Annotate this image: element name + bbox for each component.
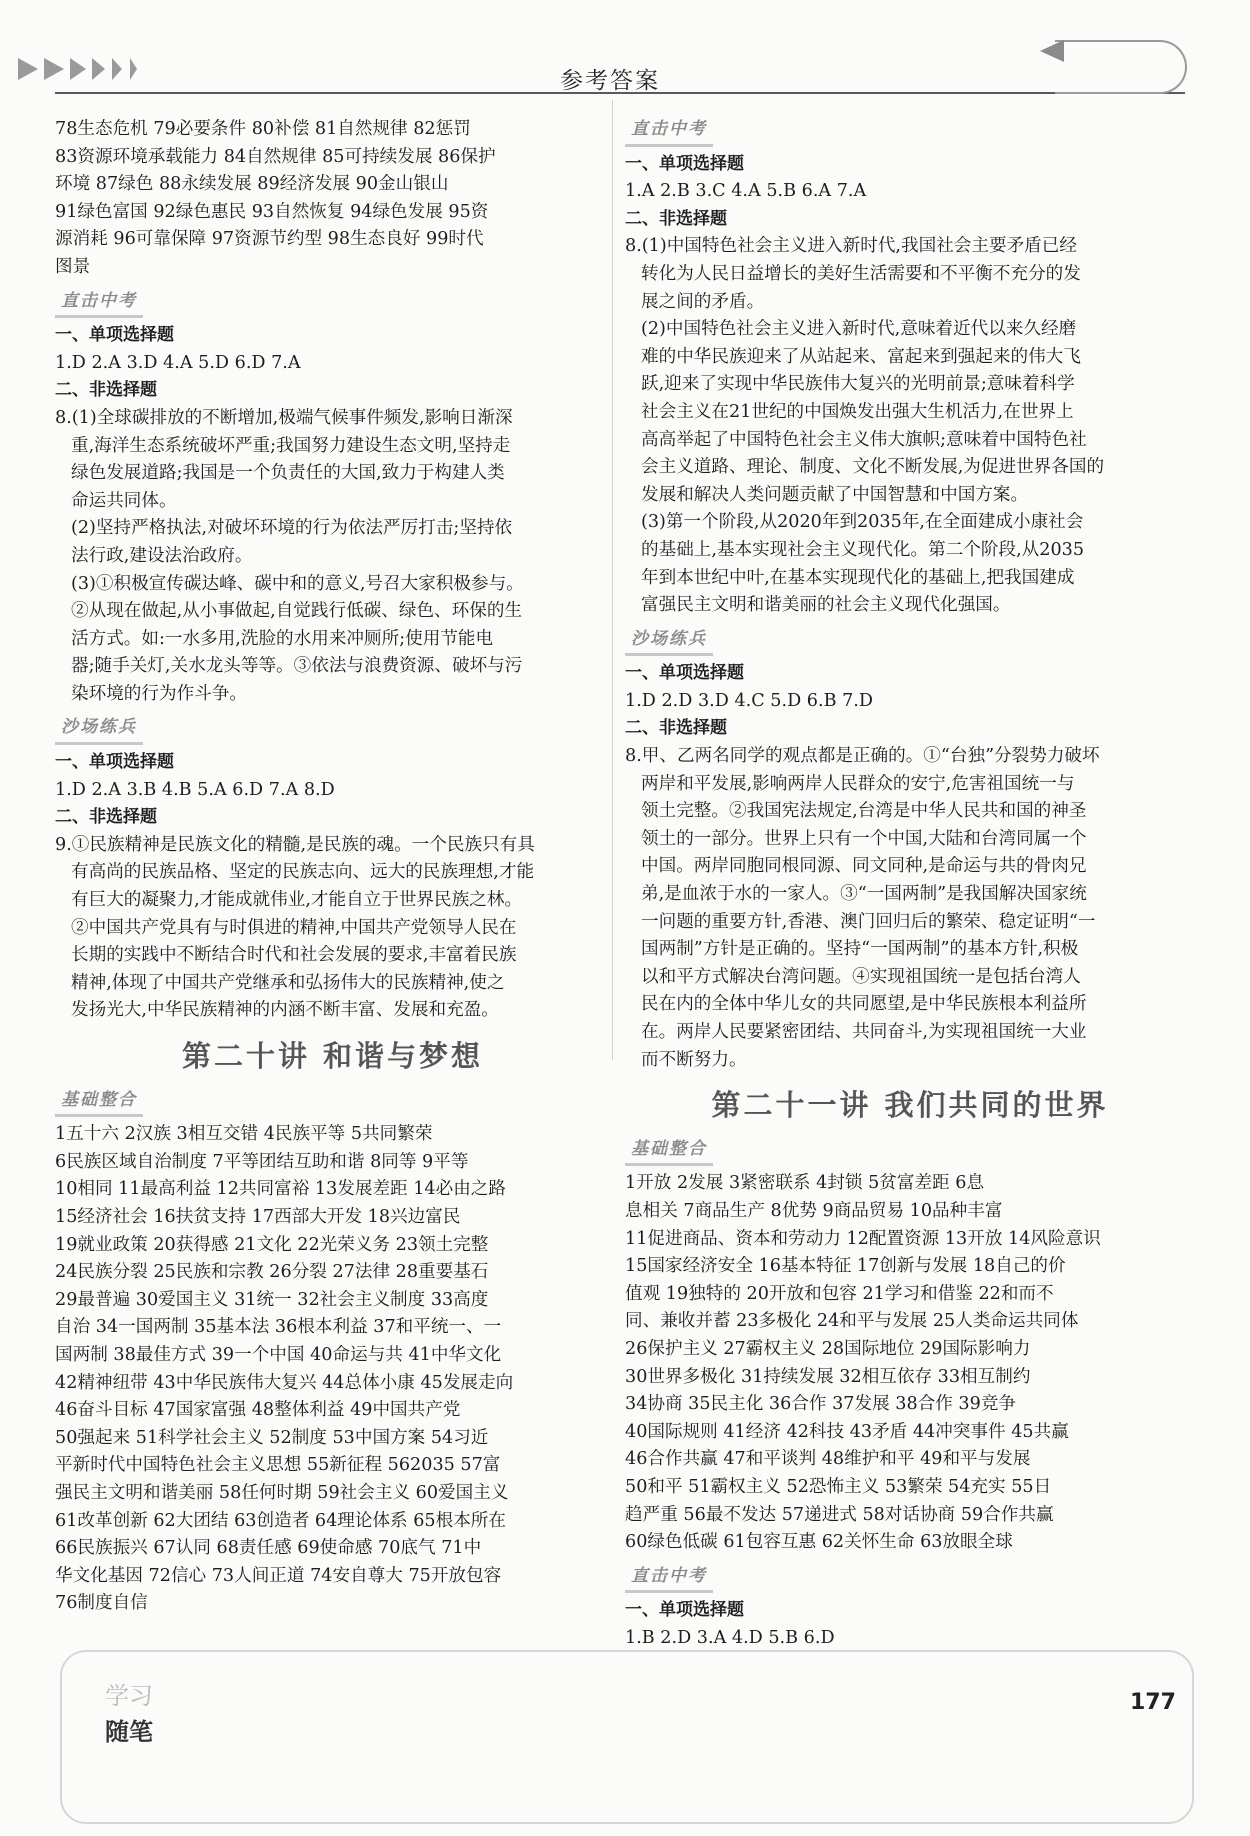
text-line: 华文化基因 72信心 73人间正道 74安自尊大 75开放包容 [55,1565,502,1586]
text-line: 难的中华民族迎来了从站起来、富起来到强起来的伟大飞 [641,346,1081,367]
section-badge: 直击中考 [625,116,713,147]
text-line: 法行政,建设法治政府。 [71,545,253,566]
page-title: 参考答案 [560,68,660,94]
text-line: 社会主义在21世纪的中国焕发出强大生机活力,在世界上 [641,401,1074,422]
section-heading: 一、单项选择题 [625,153,744,174]
text-line: 富强民主文明和谐美丽的社会主义现代化强国。 [641,595,1011,616]
text-line: 29最普遍 30爱国主义 31统一 32社会主义制度 33高度 [55,1289,489,1310]
text-line: 国两制”方针是正确的。坚持“一国两制”的基本方针,积极 [641,939,1079,960]
section-badge: 沙场练兵 [625,626,713,657]
arrow-icon [112,58,122,80]
text-line: 值观 19独特的 20开放和包容 21学习和借鉴 22和而不 [625,1283,1054,1304]
text-line: 高高举起了中国特色社会主义伟大旗帜;意味着中国特色社 [641,429,1087,450]
text-line: 展之间的矛盾。 [641,291,765,312]
notes-label-xue: 学习 [105,1682,153,1710]
text-line: (2)中国特色社会主义进入新时代,意味着近代以来久经磨 [641,319,1077,340]
text-line: 趋严重 56最不发达 57递进式 58对话协商 59合作共赢 [625,1504,1054,1525]
text-line: 1开放 2发展 3紧密联系 4封锁 5贫富差距 6息 [625,1173,985,1194]
text-line: 11促进商品、资本和劳动力 12配置资源 13开放 14风险意识 [625,1228,1101,1249]
text-line: 精神,体现了中国共产党继承和弘扬伟大的民族精神,使之 [71,972,505,993]
section-heading: 一、单项选择题 [625,1600,744,1621]
text-line: 30世界多极化 31持续发展 32相互依存 33相互制约 [625,1366,1031,1387]
text-line: 转化为人民日益增长的美好生活需要和不平衡不充分的发 [641,263,1081,284]
section-heading: 一、单项选择题 [55,325,174,346]
text-line: 78生态危机 79必要条件 80补偿 81自然规律 82惩罚 [55,119,471,139]
arrow-icon [18,58,38,80]
text-line: 领土完整。②我国宪法规定,台湾是中华人民共和国的神圣 [641,801,1087,822]
text-line: 46奋斗目标 47国家富强 48整体利益 49中国共产党 [55,1400,461,1421]
header-divider [55,92,1185,94]
section-badge: 直击中考 [625,1563,713,1594]
text-line: 染环境的行为作斗争。 [71,683,247,704]
text-line: 源消耗 96可靠保障 97资源节约型 98生态良好 99时代 [55,229,484,250]
arrow-icon [44,58,64,80]
text-line: 8.(1)中国特色社会主义进入新时代,我国社会主要矛盾已经 [625,236,1077,257]
lecture-title: 第二十讲 和谐与梦想 [181,1039,484,1073]
answer-line: 1.D 2.A 3.B 4.B 5.A 6.D 7.A 8.D [55,779,335,800]
column-divider [612,100,613,1060]
text-line: 15经济社会 16扶贫支持 17西部大开发 18兴边富民 [55,1206,461,1227]
text-line: 10相同 11最高利益 12共同富裕 13发展差距 14必由之路 [55,1179,506,1200]
text-line: 61改革创新 62大团结 63创造者 64理论体系 65根本所在 [55,1510,506,1531]
text-line: 在。两岸人民要紧密团结、共同奋斗,为实现祖国统一大业 [641,1022,1087,1042]
text-line: 66民族振兴 67认同 68责任感 69使命感 70底气 71中 [55,1538,482,1559]
section-heading: 二、非选择题 [625,718,727,739]
section-badge: 直击中考 [55,288,143,319]
text-line: 91绿色富国 92绿色惠民 93自然恢复 94绿色发展 95资 [55,201,489,222]
text-line: 60绿色低碳 61包容互惠 62关怀生命 63放眼全球 [625,1532,1013,1553]
text-line: 26保护主义 27霸权主义 28国际地位 29国际影响力 [625,1338,1031,1359]
text-line: 民在内的全体中华儿女的共同愿望,是中华民族根本利益所 [641,994,1087,1015]
section-heading: 二、非选择题 [625,208,727,229]
notes-box [60,1650,1194,1824]
text-line: 42精神纽带 43中华民族伟大复兴 44总体小康 45发展走向 [55,1372,514,1393]
arrow-icon [70,58,86,80]
page-header [0,0,1250,100]
section-heading: 二、非选择题 [55,380,157,401]
text-line: 1五十六 2汉族 3相互交错 4民族平等 5共同繁荣 [55,1124,433,1145]
section-badge: 基础整合 [625,1136,713,1167]
text-line: 命运共同体。 [71,490,177,511]
text-line: 19就业政策 20获得感 21文化 22光荣义务 23领土完整 [55,1234,489,1255]
text-line: 50和平 51霸权主义 52恐怖主义 53繁荣 54充实 55日 [625,1476,1052,1497]
text-line: 而不断努力。 [641,1049,747,1070]
text-line: 83资源环境承载能力 84自然规律 85可持续发展 86保护 [55,146,496,167]
answer-line: 1.A 2.B 3.C 4.A 5.B 6.A 7.A [625,181,867,202]
text-line: 自治 34一国两制 35基本法 36根本利益 37和平统一、一 [55,1317,502,1338]
text-line: 环境 87绿色 88永续发展 89经济发展 90金山银山 [55,174,449,195]
text-line: 强民主文明和谐美丽 58任何时期 59社会主义 60爱国主义 [55,1482,509,1503]
text-line: 有高尚的民族品格、坚定的民族志向、远大的民族理想,才能 [71,862,535,883]
text-line: 40国际规则 41经济 42科技 43矛盾 44冲突事件 45共赢 [625,1421,1069,1442]
text-line: 领土的一部分。世界上只有一个中国,大陆和台湾同属一个 [641,828,1087,849]
text-line: ②中国共产党具有与时俱进的精神,中国共产党领导人民在 [71,917,517,938]
text-line: 国两制 38最佳方式 39一个中国 40命运与共 41中华文化 [55,1344,502,1365]
section-badge: 基础整合 [55,1087,143,1118]
text-line: (3)①积极宣传碳达峰、碳中和的意义,号召大家积极参与。 [71,573,524,594]
text-line: 15国家经济安全 16基本特征 17创新与发展 18自己的价 [625,1256,1066,1277]
answer-line: 1.B 2.D 3.A 4.D 5.B 6.D [625,1627,835,1648]
text-line: 长期的实践中不断结合时代和社会发展的要求,丰富着民族 [71,945,517,966]
section-heading: 一、单项选择题 [55,752,174,773]
header-decoration [1055,40,1187,94]
text-line: 两岸和平发展,影响两岸人民群众的安宁,危害祖国统一与 [641,773,1075,794]
text-line: 有巨大的凝聚力,才能成就伟业,才能自立于世界民族之林。 [71,890,523,911]
section-heading: 二、非选择题 [55,807,157,828]
text-line: 跃,迎来了实现中华民族伟大复兴的光明前景;意味着科学 [641,374,1075,395]
text-line: (2)坚持严格执法,对破坏环境的行为依法严厉打击;坚持依 [71,518,513,539]
text-line: 活方式。如:一水多用,洗脸的水用来冲厕所;使用节能电 [71,628,494,649]
text-line: ②从现在做起,从小事做起,自觉践行低碳、绿色、环保的生 [71,601,523,622]
answer-line: 1.D 2.A 3.D 4.A 5.D 6.D 7.A [55,352,301,373]
text-line: 34协商 35民主化 36合作 37发展 38合作 39竞争 [625,1394,1017,1415]
section-badge: 沙场练兵 [55,714,143,745]
right-column [625,116,1195,1652]
notes-label-sui: 随笔 [105,1717,153,1746]
page-number: 177 [1130,1690,1176,1715]
text-line: 绿色发展道路;我国是一个负责任的大国,致力于构建人类 [71,463,505,484]
text-line: 平新时代中国特色社会主义思想 55新征程 562035 57富 [55,1455,501,1476]
arrow-icon [130,58,137,80]
text-line: 发展和解决人类问题贡献了中国智慧和中国方案。 [641,484,1029,505]
text-line: 会主义道路、理论、制度、文化不断发展,为促进世界各国的 [641,457,1105,478]
text-line: 的基础上,基本实现社会主义现代化。第二个阶段,从2035 [641,539,1085,560]
text-line: (3)第一个阶段,从2020年到2035年,在全面建成小康社会 [641,512,1084,533]
lecture-title: 第二十一讲 我们共同的世界 [711,1088,1109,1123]
text-line: 息相关 7商品生产 8优势 9商品贸易 10品种丰富 [625,1200,1003,1221]
text-line: 9.①民族精神是民族文化的精髓,是民族的魂。一个民族只有具 [55,834,535,855]
text-line: 24民族分裂 25民族和宗教 26分裂 27法律 28重要基石 [55,1262,489,1283]
text-line: 以和平方式解决台湾问题。④实现祖国统一是包括台湾人 [641,966,1081,987]
text-line: 重,海洋生态系统破坏严重;我国努力建设生态文明,坚持走 [71,435,511,456]
text-line: 年到本世纪中叶,在基本实现现代化的基础上,把我国建成 [641,567,1075,588]
answer-line: 1.D 2.D 3.D 4.C 5.D 6.B 7.D [625,690,873,711]
section-heading: 一、单项选择题 [625,663,744,684]
text-line: 发扬光大,中华民族精神的内涵不断丰富、发展和充盈。 [71,1000,499,1021]
text-line: 器;随手关灯,关水龙头等等。③依法与浪费资源、破坏与污 [71,656,523,677]
text-line: 76制度自信 [55,1593,148,1614]
text-line: 50强起来 51科学社会主义 52制度 53中国方案 54习近 [55,1427,489,1448]
arrow-icon [92,58,105,80]
text-line: 中国。两岸同胞同根同源、同文同种,是命运与共的骨肉兄 [641,856,1087,877]
text-line: 46合作共赢 47和平谈判 48维护和平 49和平与发展 [625,1449,1031,1470]
text-line: 6民族区域自治制度 7平等团结互助和谐 8同等 9平等 [55,1151,469,1172]
arrow-left-icon [1040,40,1064,62]
text-line: 同、兼收并蓄 23多极化 24和平与发展 25人类命运共同体 [625,1311,1079,1332]
text-line: 图景 [55,256,91,277]
left-column [55,116,610,1618]
text-line: 弟,是血浓于水的一家人。③“一国两制”是我国解决国家统 [641,884,1087,905]
text-line: 8.甲、乙两名同学的观点都是正确的。①“台独”分裂势力破坏 [625,746,1100,767]
text-line: 8.(1)全球碳排放的不断增加,极端气候事件频发,影响日渐深 [55,407,513,428]
text-line: 一问题的重要方针,香港、澳门回归后的繁荣、稳定证明“一 [641,911,1096,932]
